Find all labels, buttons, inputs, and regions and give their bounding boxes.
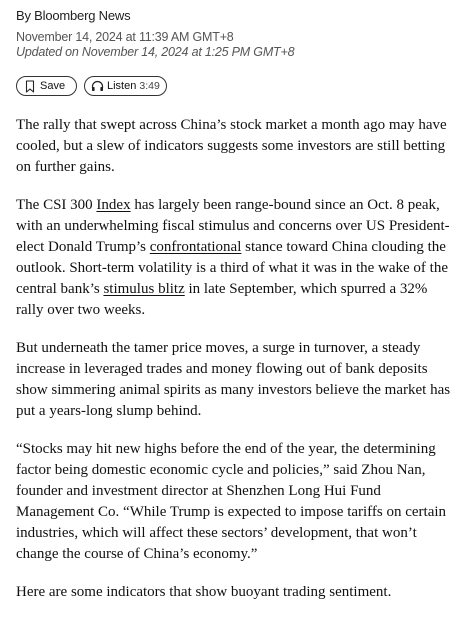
listen-duration: 3:49 — [139, 80, 160, 92]
paragraph-2-text: in late September, which spurred a 32% rally over two weeks. — [16, 281, 428, 318]
index-link[interactable]: Index — [96, 197, 131, 213]
byline: By Bloomberg News — [16, 8, 131, 23]
save-label: Save — [40, 80, 66, 92]
paragraph-2 — [16, 195, 452, 321]
paragraph-3: But underneath the tamer price moves, a surge in turnover, a steady increase in leveraged trades and money flowing out of bank deposits show simmering animal spirits as many investors believe the market has put a years-long slump behind. — [16, 340, 451, 419]
save-button[interactable] — [16, 76, 77, 96]
paragraph-4: “Stocks may hit new highs before the end of the year, the determining factor being domestic economic cycle and policies,” said Zhou Nan, founder and investment director at Shenzhen Long Hui Fund Management Co. “While Trump is expected to impose tariffs on certain industries, which will affect these sectors’ development, that won’t change the course of China’s economy.” — [16, 441, 447, 562]
paragraph-5: Here are some indicators that show buoyant trading sentiment. — [16, 584, 392, 600]
paragraph-2-text: stance toward China clouding the outlook. Short-term volatility is a third of what it was in the wake of the central bank’s — [16, 239, 449, 297]
updated-date: Updated on November 14, 2024 at 1:25 PM GMT+8 — [16, 45, 295, 59]
stimulus-blitz-link[interactable]: stimulus blitz — [103, 281, 185, 297]
listen-button[interactable] — [84, 76, 167, 96]
published-date: November 14, 2024 at 11:39 AM GMT+8 — [16, 30, 234, 44]
paragraph-1: The rally that swept across China’s stock market a month ago may have cooled, but a slew of indicators suggests some investors are still betting on further gains. — [16, 117, 447, 175]
paragraph-2-text: has largely been range-bound since an Oct. 8 peak, with an underwhelming fiscal stimulus and concerns over US President-elect Donald Trump’s — [16, 197, 450, 255]
bookmark-icon — [25, 80, 35, 93]
paragraph-2-text: The CSI 300 — [16, 197, 97, 213]
headphones-icon — [91, 80, 104, 92]
confrontational-link[interactable]: confrontational — [149, 239, 242, 255]
listen-label: Listen — [107, 80, 137, 92]
article-body — [16, 115, 452, 620]
